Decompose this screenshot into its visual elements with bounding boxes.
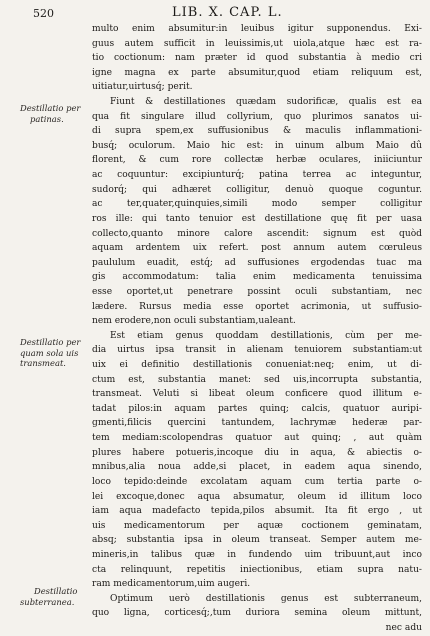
text-line: uix ei definitio destillationis conueniat:neq; enim, ut di- — [92, 360, 422, 371]
text-line: busq́; oculorum. Maio hic est: in uinum album Maio dû — [92, 140, 422, 151]
running-head: LIB. X. CAP. L. — [172, 5, 283, 20]
text-line: quo ligna, corticesq́;,tum duriora semina oleum mittunt, — [92, 608, 422, 619]
text-line: nec adu — [385, 622, 422, 633]
text-line: esse oportet,ut penetrare possint oculi substantiam, nec — [92, 286, 422, 297]
margin-note-line: subterranea. — [20, 596, 75, 607]
margin-note-transmeat — [20, 337, 96, 369]
text-line: ac coquuntur: excipiunturq́; patina terrea ac integuntur, — [92, 170, 422, 181]
text-line: uis medicamentorum per aquæ coctionem geminatam, — [92, 520, 422, 531]
text-line: uitiatur,uirtusq́; perit. — [92, 82, 193, 93]
text-line: aquam ardentem uix refert. post annum autem cœruleus — [92, 243, 422, 254]
text-line: tadat pilos:in aquam partes quinq; calcis, quatuor auripi- — [92, 403, 422, 414]
page-header — [0, 5, 430, 23]
text-line: mnibus,alia noua adde,si placet, in eadem aqua sinendo, — [92, 462, 422, 473]
margin-note-line: quam sola uis — [20, 347, 79, 358]
text-line: qua fit singulare illud collyrium, quo plurimos sanatos ui- — [92, 111, 422, 122]
text-line: loco tepido:deinde excolatam aquam cum tertia parte o- — [92, 476, 422, 487]
text-line: Fiunt & destillationes quædam sudorificæ, qualis est ea — [110, 97, 422, 108]
margin-note-line: transmeat. — [20, 358, 66, 368]
text-line: absq; substantia ipsa in oleum transeat. Semper autem me- — [92, 535, 422, 546]
text-line: ctum est, substantia manet: sed uis,incorrupta substantia, — [92, 374, 422, 385]
text-line: iam aqua madefacto tepida,pilos absumit. Ita fit ergo , ut — [92, 506, 422, 517]
margin-note-line: patinas. — [30, 113, 64, 124]
text-line: ram medicamentorum,uim augeri. — [92, 579, 251, 590]
text-line: di supra spem,ex suffusionibus & maculis inflammationi- — [92, 126, 422, 137]
margin-note-per-patinas — [20, 103, 96, 124]
text-line: multo enim absumitur:in leuibus igitur supponendus. Exi- — [92, 24, 422, 34]
text-line: transmeat. Veluti si libeat oleum conficere quod illitum e- — [92, 389, 422, 400]
margin-note-line: Destillatio per — [20, 103, 81, 113]
text-line: igne magna ex parte absumitur,quod etiam reliquum est, — [92, 67, 422, 78]
text-line: nem erodere,non oculi substantiam,ualeant. — [92, 316, 296, 327]
margin-note-line: Destillatio — [34, 586, 78, 596]
text-line: tem mediam:scolopendras quatuor aut quinq; , aut quàm — [92, 433, 422, 444]
text-line: mineris,in talibus quæ in fundendo uim tribuunt,aut inco — [92, 549, 422, 560]
text-line: cta relinquunt, repetitis iniectionibus, etiam supra natu- — [92, 564, 422, 575]
text-line: plures habere potueris,incoque diu in aqua, & abiectis o- — [92, 447, 422, 458]
text-line: sudorq́; qui adhæret colligitur, denuò quoque coguntur. — [92, 184, 422, 195]
text-line: dia uirtus ipsa transit in alienam tenuiorem substantiam:ut — [92, 345, 422, 356]
text-line: paululum euadit, estq́; ad suffusiones ergodendas tuac ma — [92, 257, 422, 268]
text-line: lei excoque,donec aqua absumatur, oleum id illitum loco — [92, 491, 422, 502]
text-line: tio coctionum: nam præter id quod substantia à medio cri — [92, 53, 422, 64]
text-line: florent, & cum rore collectæ herbæ oculares, iniiciuntur — [92, 155, 422, 166]
text-line: ros ille: qui tanto tenuior est destillatione quę fit per uasa — [92, 213, 422, 224]
body-text — [92, 22, 422, 636]
page-number: 520 — [33, 7, 54, 20]
margin-note-line: Destillatio per — [20, 337, 81, 347]
text-line: ac ter,quater,quinquies,simili modo semper colligitur — [92, 199, 422, 210]
text-line: guus autem sufficit in leuissimis,ut uiola,atque hæc est ra- — [92, 38, 422, 49]
text-line: Est etiam genus quoddam destillationis, cùm per me- — [110, 330, 422, 341]
text-line: gis accommodatum: talia enim medicamenta tenuissima — [92, 272, 422, 283]
text-line: collecto,quanto minore calore ascendit: signum est quòd — [92, 228, 422, 239]
text-line: gmenti,filicis quercini tantundem, lachrymæ hederæ par- — [92, 418, 422, 429]
margin-note-subterranea — [20, 586, 96, 607]
text-line: lædere. Rursus media esse oportet acrimonia, ut suffusio- — [92, 301, 422, 312]
text-line: Optimum uerò destillationis genus est subterraneum, — [110, 593, 422, 604]
